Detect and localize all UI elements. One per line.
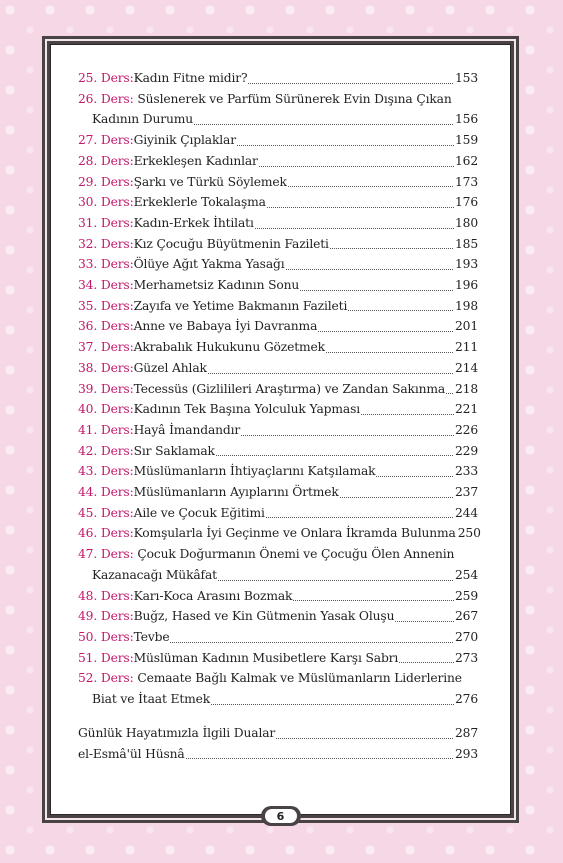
toc-entry-title: el-Esmâ'ül Hüsnâ bbox=[78, 746, 185, 761]
toc-entry-title: Ölüye Ağıt Yakma Yasağı bbox=[133, 257, 285, 272]
lesson-label: 40. Ders: bbox=[78, 402, 134, 417]
toc-entry-title: Çocuk Doğurmanın Önemi ve Çocuğu Ölen Annenin bbox=[137, 547, 455, 562]
toc-entry[interactable] bbox=[78, 130, 478, 151]
toc-entry-line bbox=[78, 399, 478, 420]
leader-dots bbox=[276, 738, 454, 739]
leader-dots bbox=[186, 758, 454, 759]
toc-entry-title: Müslümanların İhtiyaçlarını Katşılamak bbox=[133, 464, 376, 479]
leader-dots bbox=[361, 414, 454, 415]
toc-entry-line bbox=[78, 358, 478, 379]
leader-dots bbox=[211, 704, 454, 705]
toc-entry-line bbox=[78, 441, 478, 462]
leader-dots bbox=[286, 269, 454, 270]
toc-entry[interactable] bbox=[78, 275, 478, 296]
page-number-ref: 259 bbox=[454, 588, 478, 603]
leader-dots bbox=[255, 228, 454, 229]
leader-dots bbox=[237, 145, 454, 146]
lesson-label: 28. Ders: bbox=[78, 153, 134, 168]
lesson-label: 43. Ders: bbox=[78, 464, 134, 479]
lesson-label: 47. Ders: bbox=[78, 547, 134, 562]
lesson-label: 30. Ders: bbox=[78, 195, 134, 210]
leader-dots bbox=[300, 290, 454, 291]
toc-entry[interactable] bbox=[78, 523, 481, 544]
page-number-badge bbox=[261, 806, 301, 826]
leader-dots bbox=[248, 83, 454, 84]
toc-entry[interactable] bbox=[78, 172, 478, 193]
page-number: 6 bbox=[265, 809, 297, 823]
toc-entry-line bbox=[78, 275, 478, 296]
toc-entry[interactable] bbox=[78, 482, 478, 503]
toc-entry-title: Günlük Hayatımızla İlgili Dualar bbox=[78, 725, 276, 740]
page-number-ref: 211 bbox=[454, 340, 478, 355]
leader-dots bbox=[241, 435, 454, 436]
lesson-label: 49. Ders: bbox=[78, 609, 134, 624]
page-number-ref: 233 bbox=[454, 464, 478, 479]
page-number-ref: 176 bbox=[454, 195, 478, 210]
toc-entry-line bbox=[78, 523, 481, 544]
page-number-ref: 198 bbox=[454, 298, 478, 313]
lesson-label: 39. Ders: bbox=[78, 381, 134, 396]
page-number-ref: 287 bbox=[454, 725, 478, 740]
toc-entry-title: Kazanacağı Mükâfat bbox=[92, 567, 217, 582]
toc-entry-line bbox=[78, 316, 478, 337]
page-number-ref: 254 bbox=[454, 567, 478, 582]
toc-entry-line bbox=[78, 379, 478, 400]
toc-entry-title: Kadın Fitne midir? bbox=[133, 71, 248, 85]
toc-entry[interactable] bbox=[78, 89, 478, 130]
page-number-ref: 267 bbox=[454, 609, 478, 624]
toc-entry-line bbox=[78, 565, 478, 586]
lesson-label: 50. Ders: bbox=[78, 629, 134, 644]
toc-entry-title: Şarkı ve Türkü Söylemek bbox=[133, 174, 287, 189]
toc-entry-title: Tevbe bbox=[133, 629, 170, 644]
lesson-label: 31. Ders: bbox=[78, 215, 134, 230]
page-number-ref: 229 bbox=[454, 443, 478, 458]
toc-entry[interactable] bbox=[78, 544, 478, 585]
toc-extra-entry[interactable] bbox=[78, 744, 478, 765]
toc-entry-title: Müslüman Kadının Musibetlere Karşı Sabrı bbox=[133, 650, 399, 665]
lesson-label: 38. Ders: bbox=[78, 360, 134, 375]
toc-entry-line bbox=[78, 586, 478, 607]
toc-entry-line bbox=[78, 130, 478, 151]
leader-dots bbox=[208, 373, 454, 374]
toc-entry-title: Müslümanların Ayıplarını Örtmek bbox=[133, 485, 339, 500]
toc-entry-line bbox=[78, 192, 478, 213]
leader-dots bbox=[293, 600, 454, 601]
section-gap bbox=[78, 710, 478, 723]
page-number-ref: 293 bbox=[454, 746, 478, 761]
leader-dots bbox=[330, 248, 454, 249]
leader-dots bbox=[318, 331, 454, 332]
lesson-label: 41. Ders: bbox=[78, 422, 134, 437]
toc-entry[interactable] bbox=[78, 668, 478, 709]
leader-dots bbox=[446, 393, 454, 394]
toc-entry-title: Komşularla İyi Geçinme ve Onlara İkramda Bulunma bbox=[133, 526, 456, 541]
lesson-label: 27. Ders: bbox=[78, 133, 134, 148]
lesson-label: 51. Ders: bbox=[78, 650, 134, 665]
toc-entry-line bbox=[78, 151, 478, 172]
frame-inner-border bbox=[45, 39, 516, 823]
page-frame bbox=[42, 36, 519, 823]
lesson-label: 32. Ders: bbox=[78, 236, 134, 251]
toc-entry-title: Hayâ İmandandır bbox=[133, 422, 241, 437]
lesson-label: 26. Ders: bbox=[78, 91, 134, 106]
page-number-ref: 156 bbox=[454, 112, 478, 127]
toc-entry-line bbox=[78, 296, 478, 317]
lesson-label: 29. Ders: bbox=[78, 174, 134, 189]
leader-dots bbox=[376, 476, 454, 477]
page-number-ref: 180 bbox=[454, 215, 478, 230]
leader-dots bbox=[340, 497, 454, 498]
toc-entry-line bbox=[78, 482, 478, 503]
toc-entry-title: Erkekleşen Kadınlar bbox=[133, 153, 258, 168]
toc-entry[interactable] bbox=[78, 192, 478, 213]
lesson-label: 46. Ders: bbox=[78, 526, 134, 541]
toc-entry[interactable] bbox=[78, 337, 478, 358]
lesson-label: 25. Ders: bbox=[78, 71, 134, 85]
toc-entry-line bbox=[78, 648, 478, 669]
lesson-label: 36. Ders: bbox=[78, 319, 134, 334]
leader-dots bbox=[218, 580, 454, 581]
toc-entry[interactable] bbox=[78, 316, 478, 337]
toc-entry-title: Giyinik Çıplaklar bbox=[133, 133, 236, 148]
page-number-ref: 214 bbox=[454, 360, 478, 375]
toc-entry[interactable] bbox=[78, 441, 478, 462]
lesson-label: 52. Ders: bbox=[78, 671, 134, 686]
page-number-ref: 159 bbox=[454, 133, 478, 148]
toc-entry-title: Güzel Ahlak bbox=[133, 360, 207, 375]
toc-entry-title: Kadının Durumu bbox=[92, 112, 194, 127]
toc-entry-title: Anne ve Babaya İyi Davranma bbox=[133, 319, 318, 334]
lesson-label: 42. Ders: bbox=[78, 443, 134, 458]
page-number-ref: 244 bbox=[454, 505, 478, 520]
page-number-ref: 250 bbox=[457, 526, 481, 541]
toc-entry-title: Buğz, Hased ve Kin Gütmenin Yasak Oluşu bbox=[133, 609, 395, 624]
toc-entry[interactable] bbox=[78, 296, 478, 317]
leader-dots bbox=[194, 124, 454, 125]
leader-dots bbox=[267, 207, 454, 208]
page-number-ref: 226 bbox=[454, 422, 478, 437]
leader-dots bbox=[259, 166, 454, 167]
leader-dots bbox=[399, 662, 454, 663]
toc-entry-line bbox=[78, 461, 478, 482]
toc-entry-title: Zayıfa ve Yetime Bakmanın Fazileti bbox=[133, 298, 348, 313]
toc-extra-entry[interactable] bbox=[78, 723, 478, 744]
toc-entry-line bbox=[78, 254, 478, 275]
toc-entry-title: Kadının Tek Başına Yolculuk Yapması bbox=[133, 402, 361, 417]
toc-entry[interactable] bbox=[78, 399, 478, 420]
toc-entry-line bbox=[78, 627, 478, 648]
toc-entry[interactable] bbox=[78, 213, 478, 234]
leader-dots bbox=[326, 352, 454, 353]
page-number-ref: 237 bbox=[454, 485, 478, 500]
toc-entry-line bbox=[78, 109, 478, 130]
toc-entry-title: Karı-Koca Arasını Bozmak bbox=[133, 588, 293, 603]
leader-dots bbox=[170, 642, 454, 643]
page-number-ref: 196 bbox=[454, 278, 478, 293]
page-number-ref: 153 bbox=[454, 71, 478, 85]
toc-entry-line bbox=[78, 213, 478, 234]
page-number-ref: 221 bbox=[454, 402, 478, 417]
page-number-ref: 193 bbox=[454, 257, 478, 272]
toc-entry-title: Erkeklerle Tokalaşma bbox=[133, 195, 266, 210]
leader-dots bbox=[288, 186, 454, 187]
toc-entry-title: Cemaate Bağlı Kalmak ve Müslümanların Liderlerine bbox=[137, 671, 462, 686]
toc-entry-title: Süslenerek ve Parfüm Sürünerek Evin Dışına Çıkan bbox=[137, 91, 452, 106]
toc-entry-title: Kız Çocuğu Büyütmenin Fazileti bbox=[133, 236, 329, 251]
toc-entry-title: Tecessüs (Gizlilileri Araştırma) ve Zandan Sakınma bbox=[133, 381, 446, 396]
toc-entry[interactable] bbox=[78, 379, 478, 400]
page-number-ref: 270 bbox=[454, 629, 478, 644]
leader-dots bbox=[395, 621, 454, 622]
toc-entry-line bbox=[78, 689, 478, 710]
toc-entry[interactable] bbox=[78, 420, 478, 441]
page-number-ref: 273 bbox=[454, 650, 478, 665]
lesson-label: 45. Ders: bbox=[78, 505, 134, 520]
page-number-ref: 162 bbox=[454, 153, 478, 168]
toc-entry-title: Sır Saklamak bbox=[133, 443, 215, 458]
toc-entry-line bbox=[78, 503, 478, 524]
lesson-label: 33. Ders: bbox=[78, 257, 134, 272]
toc-entry[interactable] bbox=[78, 151, 478, 172]
toc-entry-line bbox=[78, 89, 478, 110]
toc-entry[interactable] bbox=[78, 627, 478, 648]
toc-entry[interactable] bbox=[78, 358, 478, 379]
toc-entry[interactable] bbox=[78, 254, 478, 275]
table-of-contents bbox=[78, 68, 481, 764]
page-number-ref: 173 bbox=[454, 174, 478, 189]
toc-entry[interactable] bbox=[78, 503, 478, 524]
page-number-ref: 185 bbox=[454, 236, 478, 251]
toc-entry[interactable] bbox=[78, 648, 478, 669]
toc-entry-title: Aile ve Çocuk Eğitimi bbox=[133, 505, 265, 520]
lesson-label: 37. Ders: bbox=[78, 340, 134, 355]
toc-entry[interactable] bbox=[78, 461, 478, 482]
lesson-label: 35. Ders: bbox=[78, 298, 134, 313]
toc-entry-line bbox=[78, 420, 478, 441]
toc-entry-line bbox=[78, 68, 478, 89]
lesson-label: 48. Ders: bbox=[78, 588, 134, 603]
toc-entry-line bbox=[78, 544, 478, 565]
toc-entry-line bbox=[78, 668, 478, 689]
page-number-ref: 276 bbox=[454, 692, 478, 707]
toc-entry-title: Merhametsiz Kadının Sonu bbox=[133, 278, 300, 293]
page-number-ref: 218 bbox=[454, 381, 478, 396]
toc-entry[interactable] bbox=[78, 606, 478, 627]
toc-entry[interactable] bbox=[78, 234, 478, 255]
lesson-label: 34. Ders: bbox=[78, 278, 134, 293]
leader-dots bbox=[216, 455, 454, 456]
toc-entry-line bbox=[78, 337, 478, 358]
page-paper bbox=[50, 44, 511, 823]
leader-dots bbox=[266, 517, 454, 518]
toc-entry[interactable] bbox=[78, 68, 478, 89]
page-number-ref: 201 bbox=[454, 319, 478, 334]
lesson-label: 44. Ders: bbox=[78, 485, 134, 500]
leader-dots bbox=[348, 310, 454, 311]
toc-entry[interactable] bbox=[78, 586, 478, 607]
toc-entry-line bbox=[78, 172, 478, 193]
toc-entry-line bbox=[78, 234, 478, 255]
toc-entry-title: Akrabalık Hukukunu Gözetmek bbox=[133, 340, 325, 355]
toc-entry-title: Kadın-Erkek İhtilatı bbox=[133, 215, 254, 230]
toc-entry-line bbox=[78, 606, 478, 627]
toc-entry-title: Biat ve İtaat Etmek bbox=[92, 692, 211, 707]
